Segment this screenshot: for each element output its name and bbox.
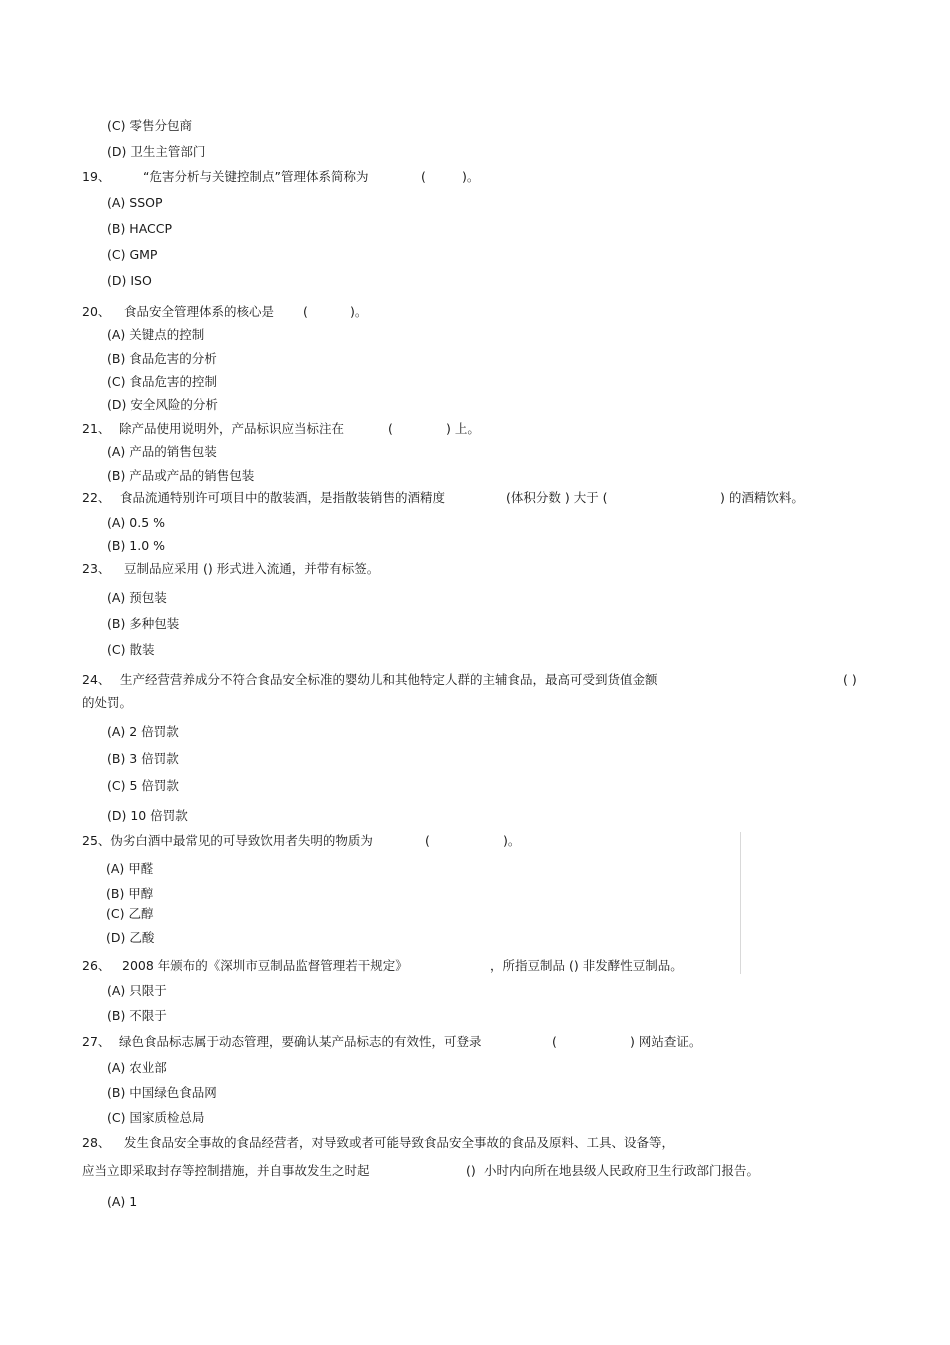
option-c: (C) 国家质检总局 [107,1110,205,1125]
question-number: 27、 [82,1034,111,1049]
option-a: (A) 甲醛 [106,861,154,876]
answer-paren-close: )。 [462,169,480,184]
option-c: (C) 食品危害的控制 [107,374,217,389]
answer-paren-open: ( [303,304,308,319]
question-text: 食品安全管理体系的核心是 [124,304,275,319]
option-c: (C) 5 倍罚款 [107,778,179,793]
option-b: (B) 多种包装 [107,616,180,631]
question-text: ) 的酒精饮料。 [720,490,804,505]
question-number: 22、 [82,490,111,505]
margin-rule [740,832,741,974]
answer-paren-open: ( [388,421,393,436]
question-text: 食品流通特别许可项目中的散装酒，是指散装销售的酒精度 [120,490,446,505]
question-text: “危害分析与关键控制点”管理体系简称为 [143,169,369,184]
option-a: (A) 关键点的控制 [107,327,205,342]
option-b: (B) 3 倍罚款 [107,751,179,766]
option-d: (D) ISO [107,273,152,288]
question-text: 小时内向所在地县级人民政府卫生行政部门报告。 [484,1163,760,1178]
answer-paren-close: ) 网站查证。 [630,1034,702,1049]
option-c: (C) GMP [107,247,158,262]
answer-paren-close: ) 上。 [446,421,480,436]
question-number: 19、 [82,169,111,184]
option-a: (A) SSOP [107,195,163,210]
option-c: (C) 乙醇 [106,906,154,921]
answer-paren: ( ) [843,672,857,687]
question-text: 25、伪劣白酒中最常见的可导致饮用者失明的物质为 [82,833,373,848]
option-a: (A) 农业部 [107,1060,167,1075]
option-d: (D) 卫生主管部门 [107,144,206,159]
option-a: (A) 预包装 [107,590,167,605]
option-a: (A) 只限于 [107,983,167,998]
answer-paren: () [466,1163,476,1178]
question-number: 28、 [82,1135,111,1150]
option-d: (D) 安全风险的分析 [107,397,218,412]
question-number: 23、 [82,561,111,576]
question-number: 21、 [82,421,111,436]
question-text: 发生食品安全事故的食品经营者，对导致或者可能导致食品安全事故的食品及原料、工具、设备等， [124,1135,675,1150]
question-text: (体积分数 ) 大于 ( [506,490,608,505]
question-text: 除产品使用说明外，产品标识应当标注在 [119,421,345,436]
option-b: (B) 不限于 [107,1008,167,1023]
question-text: 绿色食品标志属于动态管理，要确认某产品标志的有效性，可登录 [119,1034,482,1049]
question-text: 2008 年颁布的《深圳市豆制品监督管理若干规定》 [122,958,408,973]
question-text: ，所指豆制品 () 非发酵性豆制品。 [490,958,683,973]
option-a: (A) 1 [107,1194,138,1209]
question-number: 20、 [82,304,111,319]
question-text: 豆制品应采用 () 形式进入流通，并带有标签。 [124,561,380,576]
option-d: (D) 10 倍罚款 [107,808,188,823]
question-number: 24、 [82,672,111,687]
option-b: (B) 1.0 % [107,538,166,553]
option-b: (B) 中国绿色食品网 [107,1085,217,1100]
option-c: (C) 散装 [107,642,155,657]
option-b: (B) 食品危害的分析 [107,351,217,366]
option-a: (A) 2 倍罚款 [107,724,179,739]
question-text: 生产经营营养成分不符合食品安全标准的婴幼儿和其他特定人群的主辅食品，最高可受到货值金额 [120,672,658,687]
option-a: (A) 产品的销售包装 [107,444,217,459]
answer-paren-close: )。 [350,304,368,319]
question-text: 应当立即采取封存等控制措施，并自事故发生之时起 [82,1163,370,1178]
question-text: 的处罚。 [82,695,133,710]
option-d: (D) 乙酸 [106,930,155,945]
option-b: (B) HACCP [107,221,173,236]
answer-paren-open: ( [421,169,426,184]
option-b: (B) 甲醇 [106,886,154,901]
option-b: (B) 产品或产品的销售包装 [107,468,255,483]
option-a: (A) 0.5 % [107,515,166,530]
option-c: (C) 零售分包商 [107,118,192,133]
answer-paren-close: )。 [503,833,521,848]
answer-paren-open: ( [552,1034,557,1049]
answer-paren-open: ( [425,833,430,848]
question-number: 26、 [82,958,111,973]
